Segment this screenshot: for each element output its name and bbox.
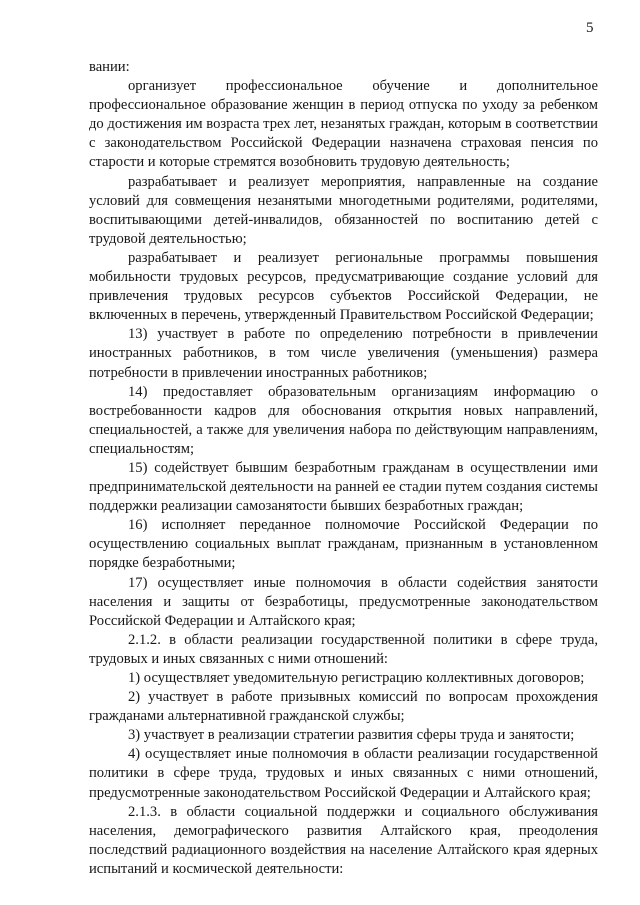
paragraph-item-17: 17) осуществляет иные полномочия в области содействия занятости населения и защиты от безработицы, предусмотренные законодательством Российской Федерации и Алтайского края; (89, 574, 598, 629)
paragraph-2-1-2-item-4: 4) осуществляет иные полномочия в области реализации государственной политики в сфере труда, трудовых и иных связанных с ними отношений, предусмотренные законодательством Российской Федерации и Алтайского края; (89, 746, 598, 801)
paragraph-large-families: разрабатывает и реализует мероприятия, направленные на создание условий для совмещения незанятыми многодетными родителями, родителями, воспитывающими детей-инвалидов, обязанностей по воспитанию детей с трудовой деятельностью; (89, 173, 598, 247)
paragraph-item-15: 15) содействует бывшим безработным гражданам в осуществлении ими предпринимательской деятельности на ранней ее стадии путем создания системы поддержки реализации самозанятости бывших безработных граждан; (89, 459, 598, 515)
paragraph-item-14: 14) предоставляет образовательным организациям информацию о востребованности кадров для обоснования открытия новых направлений, специальностей, а также для увеличения набора по действующим направлениям, специальностям; (89, 383, 598, 457)
paragraph-2-1-2-item-3: 3) участвует в реализации стратегии развития сферы труда и занятости; (128, 727, 575, 744)
document-body (89, 58, 598, 879)
paragraph-women-training: организует профессиональное обучение и дополнительное профессиональное образование женщин в период отпуска по уходу за ребенком до достижения им возраста трех лет, незанятых граждан, которым в соответствии с законодательством Российской Федерации назначена страховая пенсия по старости и которые стремятся возобновить трудовую деятельность; (89, 78, 598, 171)
page-number: 5 (586, 20, 594, 36)
paragraph-2-1-2-item-1: 1) осуществляет уведомительную регистрацию коллективных договоров; (128, 670, 585, 686)
paragraph-2-1-2-item-2: 2) участвует в работе призывных комиссий по вопросам прохождения гражданами альтернативной гражданской службы; (89, 689, 598, 725)
section-heading-2-1-2: 2.1.2. в области реализации государственной политики в сфере труда, трудовых и иных связанных с ними отношений: (89, 631, 598, 667)
paragraph-item-16: 16) исполняет переданное полномочие Российской Федерации по осуществлению социальных выплат гражданам, признанным в установленном порядке безработными; (89, 517, 598, 572)
section-heading-2-1-3: 2.1.3. в области социальной поддержки и социального обслуживания населения, демографического развития Алтайского края, преодоления последствий радиационного воздействия на население Алтайского края ядерных испытаний и космической деятельности: (89, 803, 598, 877)
paragraph-continuation: вании: (89, 59, 130, 75)
paragraph-mobility-programs: разрабатывает и реализует региональные программы повышения мобильности трудовых ресурсов, предусматривающие создание условий для привлечения трудовых ресурсов субъектов Российской Федерации, не включенных в перечень, утвержденный Правительством Российской Федерации; (89, 249, 598, 324)
paragraph-item-13: 13) участвует в работе по определению потребности в привлечении иностранных работников, в том числе увеличения (уменьшения) размера потребности в привлечении иностранных работников; (89, 326, 598, 381)
